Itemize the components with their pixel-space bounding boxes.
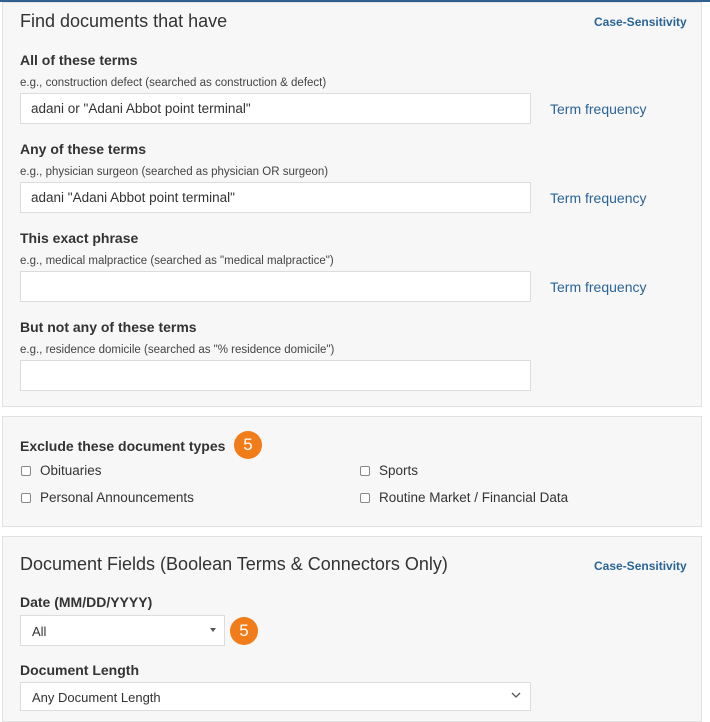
option-routine-market[interactable] — [360, 490, 568, 505]
all-terms-frequency-link[interactable]: Term frequency — [550, 101, 647, 117]
option-label: Sports — [379, 463, 419, 478]
exact-phrase-label: This exact phrase — [20, 230, 139, 246]
option-label: Routine Market / Financial Data — [379, 490, 569, 505]
case-sensitivity-link[interactable]: Case-Sensitivity — [594, 559, 687, 573]
exclude-terms-input[interactable] — [20, 360, 531, 391]
all-terms-input[interactable] — [20, 93, 531, 124]
date-select-value: All — [32, 624, 47, 639]
option-label: Obituaries — [40, 463, 102, 478]
length-select[interactable] — [20, 682, 531, 711]
case-sensitivity-link[interactable]: Case-Sensitivity — [594, 15, 687, 29]
checkbox[interactable] — [21, 493, 31, 503]
length-label: Document Length — [20, 662, 139, 678]
chevron-down-icon — [510, 689, 522, 701]
caret-down-icon — [210, 628, 216, 632]
all-terms-label: All of these terms — [20, 52, 138, 68]
exact-phrase-hint: e.g., medical malpractice (searched as "medical malpractice") — [20, 255, 334, 267]
date-select[interactable] — [20, 615, 225, 646]
find-section-title: Find documents that have — [20, 11, 228, 31]
checkbox[interactable] — [360, 466, 370, 476]
callout-badge: 5 — [234, 431, 262, 459]
find-documents-panel — [2, 2, 702, 407]
checkbox[interactable] — [360, 493, 370, 503]
option-personal-announcements[interactable] — [21, 490, 194, 505]
exact-phrase-frequency-link[interactable]: Term frequency — [550, 279, 647, 295]
callout-badge: 5 — [230, 617, 258, 645]
option-obituaries[interactable] — [21, 463, 102, 478]
exclude-terms-hint: e.g., residence domicile (searched as "% residence domicile") — [20, 344, 335, 356]
any-terms-label: Any of these terms — [20, 141, 147, 157]
any-terms-hint: e.g., physician surgeon (searched as physician OR surgeon) — [20, 166, 329, 178]
any-terms-frequency-link[interactable]: Term frequency — [550, 190, 647, 206]
option-label: Personal Announcements — [40, 490, 194, 505]
document-fields-title: Document Fields (Boolean Terms & Connectors Only) — [20, 554, 448, 574]
document-fields-panel — [2, 536, 702, 722]
exact-phrase-input[interactable] — [20, 271, 531, 302]
length-select-value: Any Document Length — [32, 690, 161, 705]
any-terms-input[interactable] — [20, 182, 531, 213]
option-sports[interactable] — [360, 463, 418, 478]
exclude-types-panel — [2, 416, 702, 527]
exclude-types-title: Exclude these document types — [20, 438, 226, 454]
date-label: Date (MM/DD/YYYY) — [20, 594, 153, 610]
all-terms-hint: e.g., construction defect (searched as construction & defect) — [20, 77, 327, 89]
exclude-terms-label: But not any of these terms — [20, 319, 197, 335]
checkbox[interactable] — [21, 466, 31, 476]
